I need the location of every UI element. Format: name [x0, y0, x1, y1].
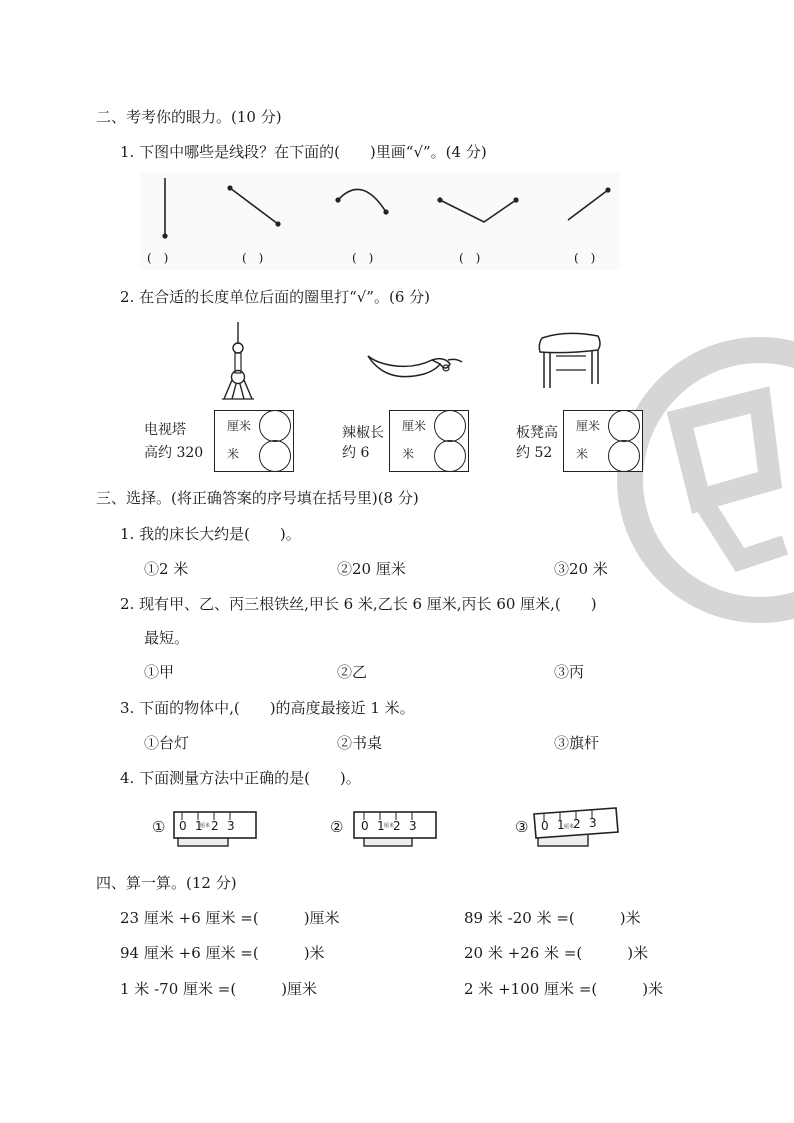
calc-row-2-right[interactable]: 20 米 +26 米 =( )米 — [464, 944, 649, 962]
unit-cm-label: 厘米 — [402, 419, 427, 433]
chili-pepper-icon — [366, 350, 464, 390]
tv-tower-label-2: 高约 320 — [144, 445, 204, 461]
ruler-tick-2: 2 — [393, 819, 401, 833]
ruler-tick-1: 1 — [377, 819, 385, 833]
ruler-tick-1: 1 — [195, 819, 203, 833]
question-3-4: 4. 下面测量方法中正确的是( )。 — [120, 769, 361, 787]
calc-row-1-left[interactable]: 23 厘米 +6 厘米 =( )厘米 — [120, 909, 340, 927]
question-2-1: 1. 下图中哪些是线段？在下面的( )里画“√”。(4 分) — [120, 143, 487, 161]
ruler-figure-1 — [170, 806, 262, 854]
question-2-2: 2. 在合适的长度单位后面的圈里打“√”。(6 分) — [120, 288, 430, 306]
ruler-tick-3: 3 — [409, 819, 417, 833]
ruler-tick-3: 3 — [227, 819, 235, 833]
option-3-1-b[interactable]: ②20 厘米 — [337, 560, 406, 578]
section-4-title: 四、算一算。(12 分) — [96, 874, 237, 892]
ruler-tick-3: 3 — [589, 816, 597, 830]
answer-paren-1[interactable]: ( ) — [147, 251, 169, 265]
option-3-2-c[interactable]: ③丙 — [554, 663, 585, 681]
ruler-option-3-marker[interactable]: ③ — [515, 818, 529, 836]
ruler-option-2-marker[interactable]: ② — [330, 818, 344, 836]
calc-row-2-left[interactable]: 94 厘米 +6 厘米 =( )米 — [120, 944, 325, 962]
ruler-figure-3 — [530, 804, 622, 854]
answer-paren-3[interactable]: ( ) — [352, 251, 374, 265]
ruler-tick-2: 2 — [573, 817, 581, 831]
chili-label-2: 约 6 — [342, 445, 370, 461]
check-circle-cm[interactable] — [259, 410, 291, 442]
stool-label-2: 约 52 — [516, 445, 553, 461]
ruler-unit-label: 厘米 — [384, 823, 395, 829]
question-3-3: 3. 下面的物体中,( )的高度最接近 1 米。 — [120, 699, 415, 717]
unit-m-label: 米 — [402, 447, 415, 461]
question-3-2-line2: 最短。 — [144, 629, 190, 647]
answer-paren-4[interactable]: ( ) — [459, 251, 481, 265]
stool-icon — [536, 330, 606, 390]
unit-m-label: 米 — [227, 447, 240, 461]
check-circle-m[interactable] — [608, 440, 640, 472]
stool-label-1: 板凳高 — [516, 425, 558, 441]
tv-tower-icon — [218, 322, 258, 400]
answer-paren-2[interactable]: ( ) — [242, 251, 264, 265]
question-3-1: 1. 我的床长大约是( )。 — [120, 525, 301, 543]
option-3-1-c[interactable]: ③20 米 — [554, 560, 608, 578]
watermark-seal — [610, 330, 794, 630]
ruler-option-1-marker[interactable]: ① — [152, 818, 166, 836]
ruler-tick-1: 1 — [557, 818, 565, 832]
check-circle-m[interactable] — [434, 440, 466, 472]
option-3-3-c[interactable]: ③旗杆 — [554, 734, 600, 752]
unit-cm-label: 厘米 — [576, 419, 601, 433]
ruler-tick-2: 2 — [211, 819, 219, 833]
calc-row-3-left[interactable]: 1 米 -70 厘米 =( )厘米 — [120, 980, 318, 998]
check-circle-cm[interactable] — [434, 410, 466, 442]
option-3-2-b[interactable]: ②乙 — [337, 663, 368, 681]
chili-label-1: 辣椒长 — [342, 425, 384, 441]
option-3-3-a[interactable]: ①台灯 — [144, 734, 190, 752]
unit-box-tv-tower — [214, 410, 294, 472]
tv-tower-label-1: 电视塔 — [144, 422, 186, 438]
section-2-title: 二、考考你的眼力。(10 分) — [96, 108, 282, 126]
calc-row-3-right[interactable]: 2 米 +100 厘米 =( )米 — [464, 980, 664, 998]
ruler-tick-0: 0 — [541, 819, 549, 833]
unit-cm-label: 厘米 — [227, 419, 252, 433]
check-circle-m[interactable] — [259, 440, 291, 472]
section-3-title: 三、选择。(将正确答案的序号填在括号里)(8 分) — [96, 489, 419, 507]
option-3-2-a[interactable]: ①甲 — [144, 663, 175, 681]
unit-box-stool — [563, 410, 643, 472]
option-3-1-a[interactable]: ①2 米 — [144, 560, 189, 578]
unit-m-label: 米 — [576, 447, 589, 461]
line-figures — [140, 172, 620, 270]
ruler-figure-2 — [350, 806, 442, 854]
ruler-tick-0: 0 — [179, 819, 187, 833]
option-3-3-b[interactable]: ②书桌 — [337, 734, 383, 752]
check-circle-cm[interactable] — [608, 410, 640, 442]
unit-box-chili — [389, 410, 469, 472]
ruler-unit-label: 厘米 — [200, 823, 211, 829]
question-3-2-line1: 2. 现有甲、乙、丙三根铁丝,甲长 6 米,乙长 6 厘米,丙长 60 厘米,( ) — [120, 595, 597, 613]
ruler-unit-label: 厘米 — [564, 824, 575, 830]
answer-paren-5[interactable]: ( ) — [574, 251, 596, 265]
ruler-tick-0: 0 — [361, 819, 369, 833]
calc-row-1-right[interactable]: 89 米 -20 米 =( )米 — [464, 909, 641, 927]
